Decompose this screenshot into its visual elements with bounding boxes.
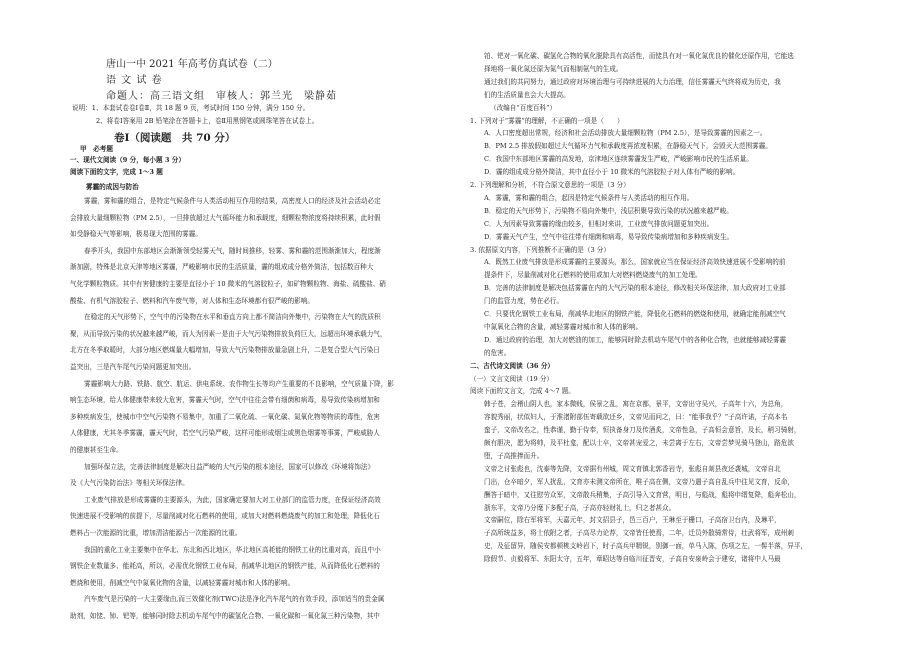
text-line: 中氮氧化合物的含量，减轻雾霾对城市和人体的影响。 [484, 322, 643, 331]
text-line: 史，及征留异，随侯安都顿桃支岭岩下，时子高兵甲精锐，别御一面，单马入陈，伤项之左，一髻半落，异平， [484, 542, 808, 551]
text-line: B．稳定的天气形势下，污染物不易向外集中，浅层积聚导致污染的状况越来越严峻。 [484, 206, 733, 215]
exam-title: 唐山一中 2021 年高考仿真试卷（二） [106, 59, 278, 70]
text-line: 人体健康，尤其冬季雾霾，霾天气时，若空气污染严峻，这样可能形成烟尘或黑色烟雾等事雾，严峻威胁人 [70, 429, 380, 438]
exam-authors: 命题人：高三语文组 审核人：郭兰光 梁静茹 [106, 91, 337, 102]
text-line: C．人为因素导致雾霾的缘由较多，但相对来讲，工业废气排放问题更加突出。 [484, 219, 714, 228]
text-line: 通过我们的共同努力，通过政府对环境治理与可持续进展的大力治理，信任雾霾天气终将成为历史，我 [484, 77, 781, 86]
text-line: 益突出，三是汽车尾气污染问题更加突出。 [70, 363, 196, 371]
text-line: D．通过政府的治理，加大对燃油的加工，能够同时除去机动车尾气中的各种化合物，也就能够减轻雾霾 [484, 335, 787, 344]
text-line: A．既然工业废气排放是形成雾霾的主要源头，那么，国家就应当在保证经济高效快速进展不受影响的前 [484, 258, 786, 267]
part-jia: 甲 必考题 [80, 145, 113, 153]
text-line: 容貌秀丽，状似妇人，于淮渚附部伍寄载欲还乡，文帝见而问之，曰：“能事我乎？”子高许诺，子高本名 [484, 413, 788, 422]
text-line: 及《大气污染防治法》等相关环保法律。 [70, 479, 189, 488]
text-line: 钢铁企业数量多、能耗高，所以，必需优化钢铁工业布局，削减华北地区的钢铁产能，从而降低化石燃料的 [70, 562, 380, 571]
part-one-heading: 一、现代文阅读（9 分，每小题 3 分） [70, 156, 185, 164]
text-line: 们的生活质量也会大大提高。 [484, 90, 570, 99]
exam-subject: 语 文 试 卷 [106, 75, 163, 86]
text-line: C．我国中东部地区雾霾的高发地，京津地区连续雾霾发生严峻，严峻影响市民的生活质量。 [484, 155, 753, 164]
text-line: 门出，仓卒暗夕，军人扰乱，文育亦未测文帝所在，唯子高在侧，文帝乃遣子高自乱兵中往见文育，反命， [484, 477, 794, 486]
text-line: 颇有胆决，愿为将帅，及平杜龛，配以士卒，文帝甚宠爱之，未尝离于左右，文帝尝梦见骑马登山，路危欲 [484, 439, 794, 447]
text-line: 文帝嗣位，除右军将军，天嘉元年，封文招县子，邑三百户，王琳至于栅口，子高宿卫台内，及琳平， [484, 516, 781, 525]
text-line: 韩子苍，会稽山阴人也，家本微贱，侯景之乱，寓在京都，景平，文帝出守吴兴，子高年十六，为总角， [484, 400, 788, 409]
text-line: 酸盐、有机气溶胶粒子、燃料和汽车废气等，对人体和生态环境都有很严峻的影响。 [70, 296, 314, 305]
text-line: 浙东平，文帝乃分麾下多配子高，子高亦轻财礼士，归之者甚众。 [484, 503, 676, 512]
text-line: 汽车废气是污染的一大主要缘由,而三效催化剂(TWC)法是净化汽车尾气的有效手段，添加适当的贵金属 [84, 595, 385, 604]
text-line: 门的监管力度，势在必行。 [484, 297, 564, 306]
text-line: 二、古代诗文阅读（36 分） [470, 361, 555, 370]
text-line: C．只要优化钢铁工业布局，削减华北地区的钢铁产能，降低化石燃料的燃烧和使用，就确定能削减空气 [484, 310, 786, 318]
text-line: 阅读下面的文言文，完成 4～7 题。 [470, 387, 575, 396]
text-line: 响生态环境，给人体健康带来较大危害，雾霾天气时，空气中往往会带有细菌和病毒，易导致传染病增加和 [70, 396, 380, 405]
text-line: 工业废气排放是形成雾霾的主要源头，为此，国家确定要加大对工业部门的监管力度，在保证经济高效 [84, 495, 381, 504]
text-line: 3. 依据原文内容，下列推断不正确的是（3 分） [470, 245, 610, 254]
text-line: 在稳定的天气形势下，空气中的污染物在水平和垂直方向上都不简洁向外集中，污染物在大气的洗质积 [84, 313, 381, 322]
text-line: 2. 下列理解和分析，不符合原文意思的一项是（3 分） [470, 181, 630, 189]
text-line: 酬答于暗中，又往慰劳众军，文帝散兵稍集，子高引导入文育营，明日，与彪战，彪将申缙复降，彪奔松山， [484, 490, 801, 499]
text-line: D．雾霾天气产生，空气中往往带有细菌和病毒，易导致传染病增加和多种疾病发生。 [484, 232, 734, 241]
text-line: 北方在冬季取暖时，大部分地区燃煤量大幅增加，导致大气污染物排放量急剧上升，二是复合型大气污染日 [70, 346, 380, 355]
text-line: B．PM 2.5 排放假如超过大气循环力气和承载度再浓度积累，在静稳天气下，会毁灭大范围雾霾。 [484, 142, 772, 151]
text-line: 提条件下，尽量削减对化石燃料的使用或加大对燃料燃烧废气的加工处理。 [484, 271, 702, 280]
text-line: 气化学颗粒物质。其中有害健康的主要是直径小于 10 微米的气溶胶粒子，如矿物颗粒物、海盐、硫酸盐、硝 [70, 280, 386, 288]
text-line: 的健康甚至生命。 [70, 446, 123, 454]
text-line: 择地将一氧化氮还原为氮气而相制氨气的生成。 [484, 64, 623, 73]
text-line: 燃烧和使用，削减空气中氮氧化物的含量，以减轻雾霾对城市和人体的影响。 [70, 578, 295, 587]
text-line: 雾霾，雾和霾的组合，是特定气候条件与人类活动相互作用的结果，高密度人口的经济及社会活动必定 [84, 197, 381, 205]
text-line: 文帝之讨张彪也，沈泰等先降，文帝据有州城，周文育镇北郭香岩寺，张彪自剡县夜还袭城，文帝自北 [484, 464, 781, 473]
text-line: 会排放大量细颗粒物（PM 2.5），一旦排放超过大气循环能力和承载度，细颗粒物浓度将持续积累，此时假 [70, 213, 381, 222]
text-line: 蛮子，文帝改名之，性恭谨，勤于侍奉，恒执备身刀及传酒炙，文帝性急，子高恒会意旨，及长，稍习骑射， [484, 426, 801, 435]
text-line: （改编自“百度百科”） [490, 103, 557, 112]
text-line: 如受静稳天气等影响，极易现大范围的雾霾。 [70, 230, 202, 239]
text-line: 燃料占一次能源的比重，增加清洁能源占一次能源的比重。 [70, 529, 242, 537]
text-line: 春季开头，我国中东部地区会渐渐领受轻雾天气，随时间推移，轻雾、雾和霾的范围渐渐加大，程度渐 [84, 246, 381, 255]
reading-instruction: 阅读下面的文字，完成 1～3 题 [70, 168, 163, 176]
instructions-2: 2、将卷Ⅰ答案用 2B 铅笔涂在答题卡上，卷Ⅱ用黑钢笔或圆珠笔答在试卷上。 [96, 117, 319, 125]
text-line: 助剂，如铑、铈、钯等，能够同时除去机动车尾气中的碳氢化合物、一氧化碳和一氧化氮三种污染物，其中 [70, 612, 380, 620]
text-line: 我国的重化工业主要集中在华北、东北和西北地区，华北地区高耗能的钢铁工业的比重对高，而且中小 [84, 545, 381, 554]
section-title: 卷Ⅰ（阅读题 共 70 分） [114, 132, 236, 144]
text-line: 子高所统益多，将士依附之者，子高尽力论荐，文帝皆任使焉，二年，迁员外散骑常侍，壮武将军，成州刺 [484, 529, 794, 538]
text-line: D．霾的组成成分格外简洁，其中直径小于 10 微米的气溶胶粒子对人体有严峻的影响。 [484, 168, 740, 177]
text-line: 除假节、贞毅将军、东阳太守，五年，章昭达等自临川征晋安，子高自安泉岭会于建安，诸将中人马最 [484, 555, 781, 564]
text-line: 加强环保立法，完善法律制度是解决日益严峻的大气污染的根本途径，国家可以修改《环境将饰法》 [84, 462, 375, 471]
text-line: 多种疾病发生，使城市中空气污染物不易集中，加重了二氧化硫、一氧化碳、氮氧化物等物质的毒性，危害 [70, 412, 380, 421]
text-line: 铂、钯对一氧化碳、碳氢化合物的氧化脱除具有高活性，而铑具有对一氧化氮优良的催化还原作用，它能选 [484, 52, 794, 60]
text-line: A．雾霾，雾和霾的组合，起因是特定气候条件与人类活动的相互作用。 [484, 193, 694, 202]
instructions-1: 说明：1、本套试卷卷Ⅰ卷Ⅱ，共 18 题 9 页，考试时间 150 分钟，满分 150 分。 [72, 104, 310, 112]
text-line: 的危害。 [484, 348, 511, 357]
text-line: 快速进展不受影响的前提下，尽量削减对化石燃料的使用，或加大对燃料燃烧废气的加工和处理，降低化石 [70, 512, 380, 521]
text-line: 聚，从而导致污染的状况越来越严峻，而人为因素一是由于大气污染物排放负荷巨大，远超出环境承载力气， [70, 329, 387, 338]
text-line: 渐加剧，特殊是北京天津等地区雾霾，严峻影响市民的生活质量，霾的组成成分格外简洁，包括数百种大 [70, 263, 374, 272]
text-line: A．人口密度超出常规，经济和社会活动排放大量细颗粒物（PM 2.5），是导致雾霾的因素之一。 [484, 129, 767, 138]
article-title: 雾霾的成因与防治 [86, 183, 139, 191]
text-line: 1. 下列对于“雾霾”的理解，不正确的一项是（ ） [470, 116, 624, 125]
text-line: B．完善的法律制度是解决包括雾霾在内的大气污染的根本途径，修改相关环保法律，加大政府对工业部 [484, 284, 786, 293]
text-line: （一）文言文阅读（19 分） [470, 374, 554, 383]
text-line: 雾霾影响大力路、铁路、航空、航运、供电系统、农作物生长等均产生重要的不良影响，空气质量下降，影 [84, 379, 394, 388]
text-line: 堕，子高推捧而升。 [484, 451, 544, 460]
